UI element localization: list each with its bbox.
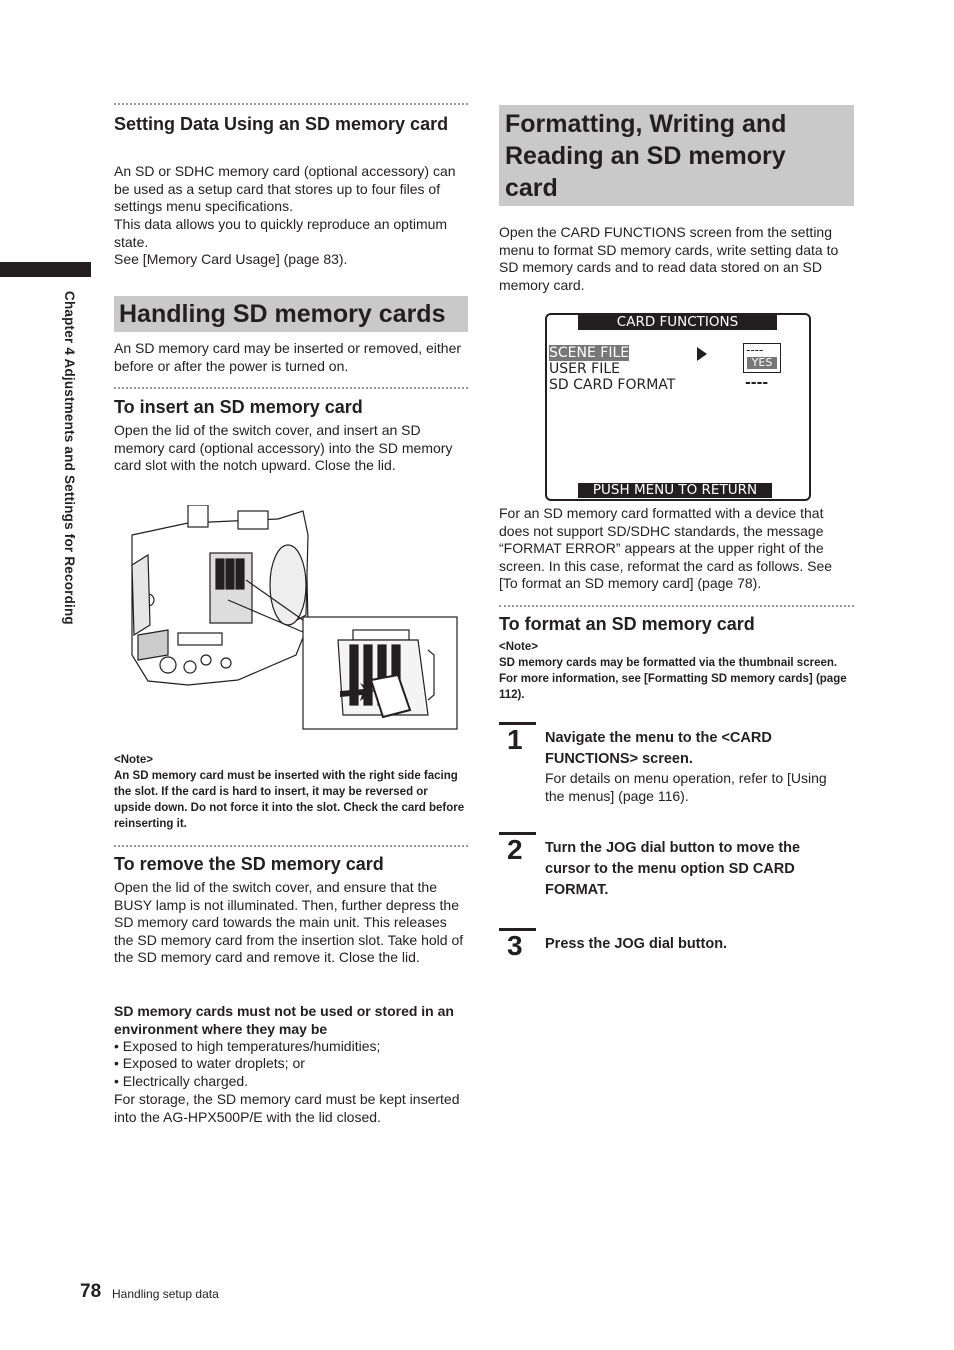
step-title: Turn the JOG dial button to move the cursor to the menu option SD CARD FORMAT. — [545, 840, 801, 898]
subsection-title: To format an SD memory card — [499, 614, 755, 634]
list-item: • Exposed to water droplets; or — [114, 1055, 305, 1071]
screen-title: CARD FUNCTIONS — [578, 315, 777, 330]
paragraph: Open the lid of the switch cover, and ensure that the BUSY lamp is not illuminated. Then, further depress the SD memory card towards the main unit. This releases the SD memory card from the insertion slot. Take hold of the SD memory card and remove it. Close the lid. — [114, 879, 464, 966]
band-title: Handling SD memory cards — [119, 300, 446, 328]
menu-item-scene-file: SCENE FILE — [549, 345, 630, 361]
divider — [114, 103, 468, 105]
step-title: Navigate the menu to the <CARD FUNCTIONS> screen. — [545, 730, 772, 767]
step-number: 1 — [507, 724, 523, 755]
paragraph: An SD or SDHC memory card (optional accessory) can be used as a setup card that stores up to four files of settings menu specifications. — [114, 163, 456, 215]
screen-footer: PUSH MENU TO RETURN — [578, 483, 772, 498]
paragraph: For storage, the SD memory card must be kept inserted into the AG-HPX500P/E with the lid closed. — [114, 1091, 460, 1125]
step-number: 2 — [507, 834, 523, 865]
step-description: For details on menu operation, refer to [Using the menus] (page 116). — [545, 770, 827, 804]
list-item: • Exposed to high temperatures/humidities; — [114, 1038, 381, 1054]
chapter-label: Chapter 4 Adjustments and Settings for Recording — [62, 291, 77, 625]
chapter-tab-bar — [0, 262, 91, 277]
paragraph: See [Memory Card Usage] (page 83). — [114, 251, 348, 267]
footer-section: Handling setup data — [112, 1287, 219, 1301]
section-band — [114, 296, 468, 332]
divider — [499, 605, 854, 607]
yes-value: YES — [747, 357, 777, 369]
divider — [114, 387, 468, 389]
note-label: <Note> — [499, 641, 538, 653]
note-body: An SD memory card must be inserted with the right side facing the slot. If the card is hard to insert, it may be reversed or upside down. Do not force it into the slot. Check the card before reinserting it. — [114, 770, 465, 830]
step-title: Press the JOG dial button. — [545, 936, 728, 952]
paragraph: For an SD memory card formatted with a device that does not support SD/SDHC standards, the message “FORMAT ERROR” appears at the upper right of the screen. In this case, reformat the card as follows. See [To format an SD memory card] (page 78). — [499, 505, 833, 592]
page-number: 78 — [80, 1281, 102, 1302]
note-label: <Note> — [114, 754, 153, 766]
divider — [114, 845, 468, 847]
paragraph: Open the lid of the switch cover, and insert an SD memory card (optional accessory) into the SD memory card slot with the notch upward. Close the lid. — [114, 422, 453, 474]
value-box — [743, 343, 781, 373]
subsection-title: To insert an SD memory card — [114, 397, 363, 417]
cursor-arrow-icon — [697, 347, 707, 361]
camera-illustration — [128, 505, 462, 733]
paragraph: This data allows you to quickly reproduce an optimum state. — [114, 216, 448, 250]
menu-item-user-file: USER FILE — [549, 361, 620, 377]
list-item: • Electrically charged. — [114, 1073, 249, 1089]
step-number: 3 — [507, 930, 523, 961]
dash-value: ---- — [745, 375, 769, 391]
menu-item-sd-card-format: SD CARD FORMAT — [549, 377, 676, 393]
section-title: Setting Data Using an SD memory card — [114, 114, 449, 134]
warning-title: SD memory cards must not be used or stored in an environment where they may be — [114, 1003, 454, 1037]
band-title: Formatting, Writing and Reading an SD memory card — [505, 110, 787, 202]
paragraph: Open the CARD FUNCTIONS screen from the setting menu to format SD memory cards, write setting data to SD memory cards and to read data stored on an SD memory card. — [499, 224, 839, 293]
note-body: SD memory cards may be formatted via the thumbnail screen. For more information, see [Formatting SD memory cards] (page 112). — [499, 657, 847, 701]
section-band — [499, 105, 854, 206]
card-functions-screen — [545, 313, 811, 501]
subsection-title: To remove the SD memory card — [114, 854, 384, 874]
paragraph: An SD memory card may be inserted or removed, either before or after the power is turned on. — [114, 340, 462, 374]
dash-value: ---- — [746, 343, 764, 357]
